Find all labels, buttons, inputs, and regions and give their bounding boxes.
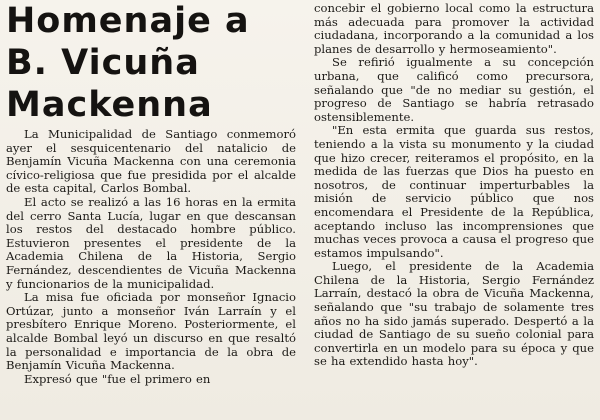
right-column: [314, 2, 594, 369]
headline: [6, 0, 306, 126]
headline-line-3: Mackenna: [6, 85, 213, 125]
paragraph-academy-president: Luego, el presidente de la Academia Chilena de la Historia, Sergio Fernández Larraín, destacó la obra de Vicuña Mackenna, señalando que "su trabajo de solamente tres años no ha sido jamás superado. Despertó a la ciudad de Santiago de su sueño colonial para convertirla en un modelo para su época y que se ha extendido hasta hoy".: [314, 259, 594, 369]
paragraph-continuation: concebir el gobierno local como la estructura más adecuada para promover la actividad ciudadana, incorporando a la comunidad a los planes de desarrollo y hermoseamiento".: [314, 1, 594, 56]
paragraph-quote-start: Expresó que "fue el primero en: [24, 371, 211, 386]
headline-line-1: Homenaje a: [6, 1, 250, 41]
headline-line-2: B. Vicuña: [6, 43, 200, 83]
left-column: [6, 128, 296, 386]
paragraph-ceremony: El acto se realizó a las 16 horas en la ermita del cerro Santa Lucía, lugar en que descansan los restos del destacado hombre público. Estuvieron presentes el presidente de la Academia Chilena de la Historia, Sergio Fernández, descendientes de Vicuña Mackenna y funcionarios de la municipalidad.: [6, 194, 296, 291]
paragraph-hermitage-quote: "En esta ermita que guarda sus restos, teniendo a la vista su monumento y la ciudad que hizo crecer, reiteramos el propósito, en la medida de las fuerzas que Dios ha puesto en nosotros, de continuar imperturbables la misión de servicio público que nos encomendara el Presidente de la República, aceptando incluso las incomprensiones que muchas veces provoca a causa el progreso que estamos impulsando".: [314, 123, 594, 260]
paragraph-mass: La misa fue oficiada por monseñor Ignacio Ortúzar, junto a monseñor Iván Larraín y el presbítero Enrique Moreno. Posteriormente, el alcalde Bombal leyó un discurso en que resaltó la personalidad e importancia de la obra de Benjamín Vicuña Mackenna.: [6, 290, 296, 373]
paragraph-intro: La Municipalidad de Santiago conmemoró ayer el sesquicentenario del natalicio de Benjamín Vicuña Mackenna con una ceremonia cívico-religiosa que fue presidida por el alcalde de esta capital, Carlos Bombal.: [6, 127, 296, 196]
paragraph-urban-concept: Se refirió igualmente a su concepción urbana, que calificó como precursora, señalando que "de no mediar su gestión, el progreso de Santiago se habría retrasado ostensiblemente.: [314, 55, 594, 124]
